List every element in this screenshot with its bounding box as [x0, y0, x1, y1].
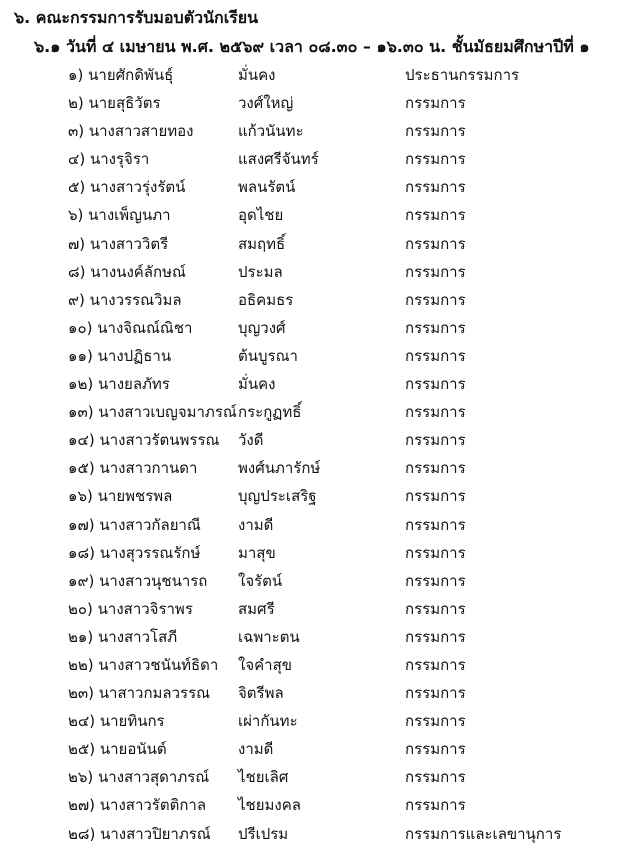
committee-member-row [0, 595, 632, 623]
member-surname: บุญประเสริฐ [238, 487, 317, 506]
member-role: กรรมการ [405, 262, 466, 281]
member-name: ๔) นางรุจิรา [68, 150, 150, 169]
committee-member-row [0, 286, 632, 314]
committee-member-row [0, 398, 632, 426]
member-role: กรรมการ [405, 150, 466, 169]
committee-member-row [0, 145, 632, 173]
member-name: ๑๓) นางสาวเบญจมาภรณ์ [68, 403, 237, 422]
member-role: กรรมการ [405, 94, 466, 113]
member-name: ๑๙) นางสาวนุชนารถ [68, 571, 208, 590]
member-name: ๒๔) นายทินกร [68, 712, 165, 731]
member-surname: ไชยมงคล [238, 796, 301, 815]
member-name: ๒๑) นางสาวโสภี [68, 627, 178, 646]
member-name: ๑๒) นางยลภัทร [68, 375, 170, 394]
committee-member-row [0, 230, 632, 258]
member-name: ๒๕) นายอนันต์ [68, 740, 167, 759]
member-surname: อุดไชย [238, 206, 284, 225]
member-role: กรรมการ [405, 768, 466, 787]
committee-member-row [0, 820, 632, 848]
member-role: กรรมการ [405, 487, 466, 506]
member-role: กรรมการ [405, 318, 466, 337]
member-role: กรรมการ [405, 712, 466, 731]
member-surname: เผ่ากันทะ [238, 712, 298, 731]
member-name: ๑๑) นางปฏิธาน [68, 346, 172, 365]
member-role: กรรมการ [405, 403, 466, 422]
member-surname: มาสุข [238, 543, 276, 562]
member-role: กรรมการ [405, 684, 466, 703]
member-role: กรรมการ [405, 599, 466, 618]
member-surname: สมศรี [238, 599, 275, 618]
member-name: ๒) นายสุธิวัตร [68, 94, 161, 113]
committee-member-row [0, 567, 632, 595]
member-role: กรรมการ [405, 234, 466, 253]
subsection-heading: ๖.๑ วันที่ ๔ เมษายน พ.ศ. ๒๕๖๙ เวลา ๐๘.๓๐ – ๑๖.๓๐ น. ชั้นมัธยมศึกษาปีที่ ๑ [34, 37, 590, 56]
member-surname: กระกูฏทธิ์ [238, 403, 302, 422]
member-surname: อธิคมธร [238, 290, 294, 309]
member-name: ๗) นางสาววิตรี [68, 234, 169, 253]
member-surname: ใจคำสุข [238, 655, 292, 674]
member-role: กรรมการ [405, 346, 466, 365]
member-name: ๑๐) นางจิณณ์ณิชา [68, 318, 193, 337]
member-name: ๒๖) นางสาวสุดาภรณ์ [68, 768, 210, 787]
member-surname: เฉพาะตน [238, 627, 300, 646]
member-name: ๒๓) นาสาวกมลวรรณ [68, 684, 211, 703]
member-role: ประธานกรรมการ [405, 66, 520, 84]
member-surname: จิตรีพล [238, 684, 284, 703]
member-name: ๒๘) นางสาวปิยาภรณ์ [68, 824, 211, 843]
member-role: กรรมการ [405, 459, 466, 478]
member-surname: วังดี [238, 431, 264, 450]
committee-member-row [0, 791, 632, 819]
member-surname: มั่นคง [238, 375, 276, 394]
member-surname: ต้นบูรณา [238, 346, 298, 365]
member-role: กรรมการ [405, 655, 466, 674]
committee-member-row [0, 707, 632, 735]
committee-member-row [0, 89, 632, 117]
member-role: กรรมการ [405, 740, 466, 759]
member-role: กรรมการ [405, 515, 466, 534]
member-surname: งามดี [238, 515, 274, 534]
member-name: ๖) นางเพ็ญนภา [68, 206, 171, 225]
member-surname: พงศ์นภารักษ์ [238, 459, 321, 478]
member-surname: มั่นคง [238, 66, 276, 84]
committee-member-list [0, 61, 632, 848]
member-surname: ไชยเลิศ [238, 768, 289, 787]
committee-member-row [0, 201, 632, 229]
member-role: กรรมการ [405, 796, 466, 815]
committee-member-row [0, 426, 632, 454]
member-role: กรรมการ [405, 290, 466, 309]
committee-member-row [0, 651, 632, 679]
committee-member-row [0, 370, 632, 398]
member-surname: สมฤทธิ์ [238, 234, 286, 253]
committee-member-row [0, 173, 632, 201]
committee-member-row [0, 258, 632, 286]
member-surname: ประมล [238, 262, 283, 281]
committee-member-row [0, 342, 632, 370]
member-role: กรรมการ [405, 375, 466, 394]
committee-member-row [0, 511, 632, 539]
member-name: ๑๖) นายพชรพล [68, 487, 173, 506]
member-role: กรรมการ [405, 431, 466, 450]
member-surname: พลนรัตน์ [238, 178, 296, 197]
committee-member-row [0, 454, 632, 482]
committee-member-row [0, 61, 632, 89]
committee-member-row [0, 539, 632, 567]
committee-member-row [0, 763, 632, 791]
member-name: ๑) นายศักดิพันธุ์ [68, 66, 174, 84]
member-surname: ใจรัตน์ [238, 571, 283, 590]
member-role: กรรมการและเลขานุการ [405, 824, 562, 843]
committee-member-row [0, 679, 632, 707]
committee-member-row [0, 314, 632, 342]
member-name: ๘) นางนงค์ลักษณ์ [68, 262, 186, 281]
committee-member-row [0, 117, 632, 145]
member-name: ๒๒) นางสาวชนันท์ธิดา [68, 655, 219, 674]
member-name: ๑๕) นางสาวกานดา [68, 459, 198, 478]
member-role: กรรมการ [405, 571, 466, 590]
member-name: ๑๘) นางสุวรรณรักษ์ [68, 543, 201, 562]
member-name: ๒๗) นางสาวรัตติกาล [68, 796, 207, 815]
member-surname: งามดี [238, 740, 274, 759]
member-surname: บุญวงศ์ [238, 318, 286, 337]
member-name: ๕) นางสาวรุ่งรัตน์ [68, 178, 186, 197]
member-role: กรรมการ [405, 543, 466, 562]
member-name: ๙) นางวรรณวิมล [68, 290, 182, 309]
committee-member-row [0, 482, 632, 510]
committee-member-row [0, 623, 632, 651]
member-role: กรรมการ [405, 178, 466, 197]
committee-member-row [0, 735, 632, 763]
member-name: ๒๐) นางสาวจิราพร [68, 599, 193, 618]
member-name: ๑๗) นางสาวกัลยาณี [68, 515, 201, 534]
member-name: ๓) นางสาวสายทอง [68, 122, 194, 141]
member-surname: ปรีเปรม [238, 824, 289, 843]
section-heading: ๖. คณะกรรมการรับมอบตัวนักเรียน [14, 8, 259, 27]
member-surname: แก้วนันทะ [238, 122, 304, 141]
member-role: กรรมการ [405, 122, 466, 141]
member-surname: วงศ์ใหญ่ [238, 94, 294, 113]
member-surname: แสงศรีจันทร์ [238, 150, 319, 169]
member-role: กรรมการ [405, 627, 466, 646]
member-role: กรรมการ [405, 206, 466, 225]
member-name: ๑๔) นางสาวรัตนพรรณ [68, 431, 220, 450]
